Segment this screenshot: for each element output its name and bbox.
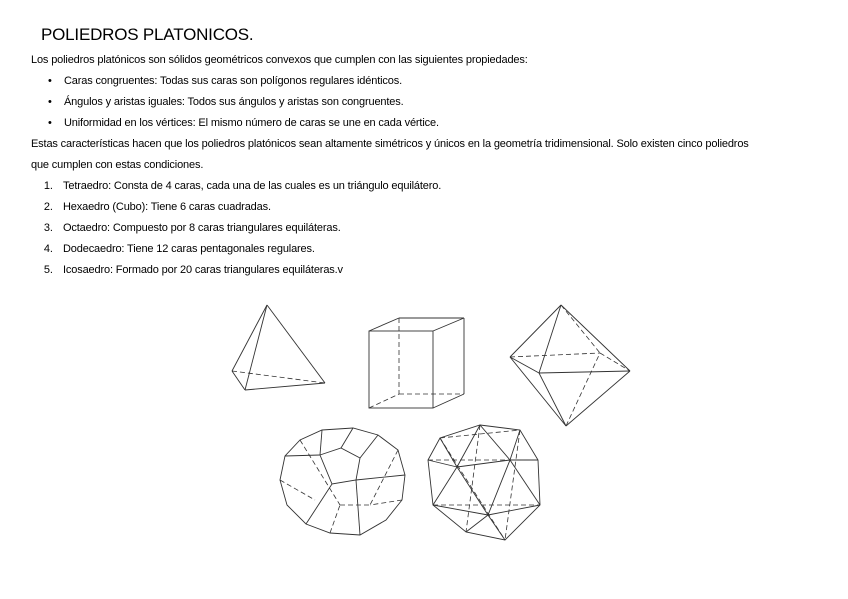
intro-paragraph: Los poliedros platónicos son sólidos geométricos convexos que cumplen con las siguientes propiedades: bbox=[31, 54, 528, 66]
tetrahedron-drawing bbox=[232, 305, 325, 390]
cube-drawing bbox=[369, 318, 464, 408]
list-number: 1. bbox=[43, 180, 53, 192]
solid-item: Octaedro: Compuesto por 8 caras triangulares equiláteras. bbox=[63, 222, 341, 234]
solid-item: Tetraedro: Consta de 4 caras, cada una de las cuales es un triángulo equilátero. bbox=[63, 180, 442, 192]
page-title: POLIEDROS PLATONICOS. bbox=[41, 25, 254, 44]
summary-paragraph-line-2: que cumplen con estas condiciones. bbox=[31, 159, 204, 171]
list-number: 2. bbox=[43, 201, 53, 213]
bullet-marker: • bbox=[48, 96, 52, 108]
bullet-marker: • bbox=[48, 75, 52, 87]
platonic-solids-illustration bbox=[220, 300, 640, 550]
bullet-marker: • bbox=[48, 117, 52, 129]
solid-item: Hexaedro (Cubo): Tiene 6 caras cuadradas. bbox=[63, 201, 271, 213]
list-number: 4. bbox=[43, 243, 53, 255]
property-item: Uniformidad en los vértices: El mismo número de caras se une en cada vértice. bbox=[64, 117, 439, 129]
dodecahedron-drawing bbox=[280, 428, 405, 535]
solid-item: Icosaedro: Formado por 20 caras triangulares equiláteras.v bbox=[63, 264, 343, 276]
solid-item: Dodecaedro: Tiene 12 caras pentagonales regulares. bbox=[63, 243, 315, 255]
summary-paragraph-line-1: Estas características hacen que los poliedros platónicos sean altamente simétricos y únicos en la geometría tridimensional. Solo existen cinco poliedros bbox=[31, 138, 749, 150]
property-item: Caras congruentes: Todas sus caras son polígonos regulares idénticos. bbox=[64, 75, 402, 87]
list-number: 3. bbox=[43, 222, 53, 234]
list-number: 5. bbox=[43, 264, 53, 276]
property-item: Ángulos y aristas iguales: Todos sus ángulos y aristas son congruentes. bbox=[64, 96, 404, 108]
octahedron-drawing bbox=[510, 305, 630, 426]
icosahedron-drawing bbox=[428, 425, 540, 540]
